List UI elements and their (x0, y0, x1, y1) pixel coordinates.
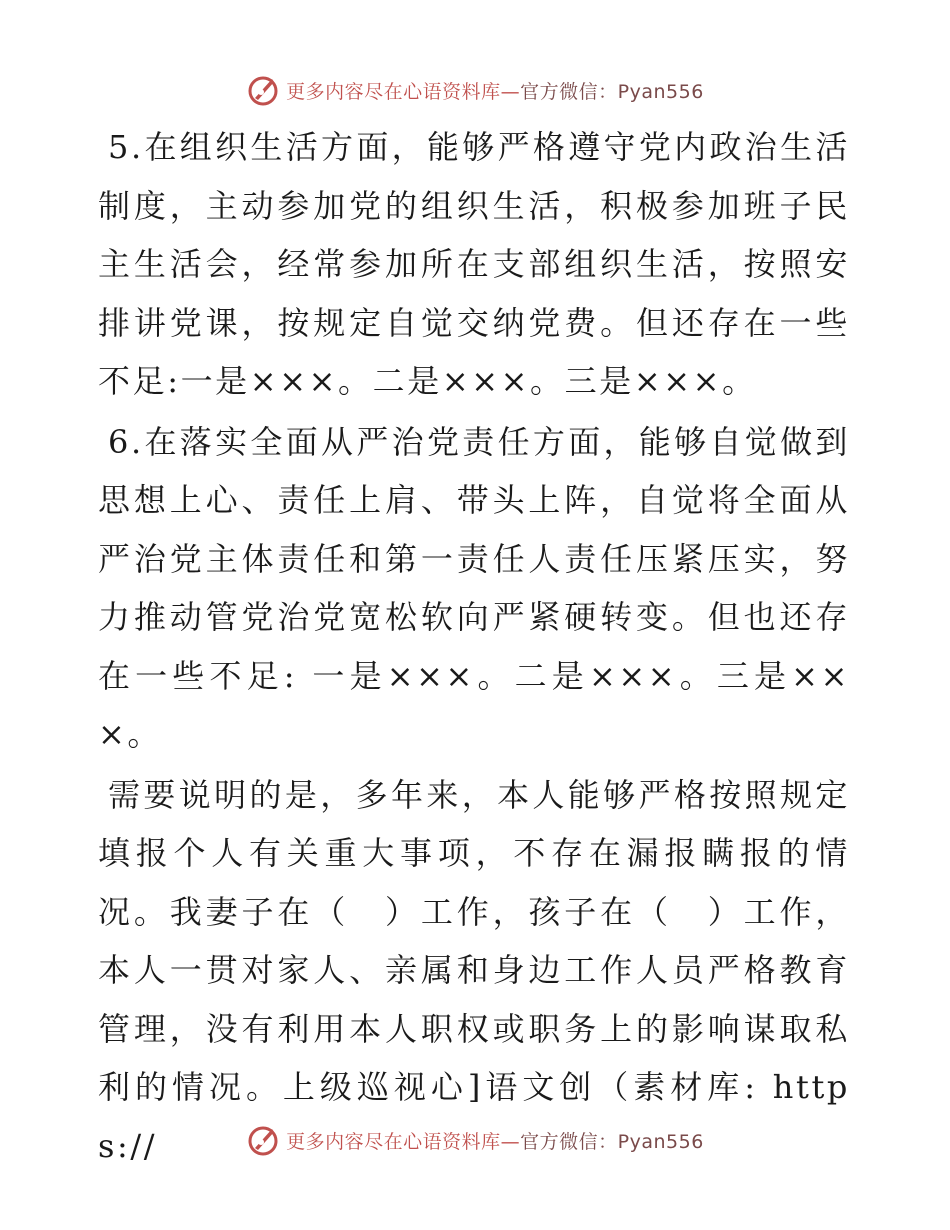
quill-logo-icon (246, 1123, 280, 1157)
document-body (98, 118, 850, 1175)
page-footer (0, 1122, 950, 1158)
paragraph-6-party-responsibility: 6.在落实全面从严治党责任方面，能够自觉做到思想上心、责任上肩、带头上阵，自觉将全面从严治党主体责任和第一责任人责任压紧压实，努力推动管党治党宽松软向严紧硬转变。但也还存在一些不足: 一是×××。二是×××。三是×××。 (98, 422, 850, 753)
header-banner-text: 更多内容尽在心语资料库—官方微信：Pyan556 (286, 80, 704, 103)
page-header (0, 72, 950, 108)
header-banner (246, 73, 704, 107)
paragraph-5-organization-life: 5.在组织生活方面，能够严格遵守党内政治生活制度，主动参加党的组织生活，积极参加班子民主生活会，经常参加所在支部组织生活，按照安排讲党课，按规定自觉交纳党费。但还存在一些不足:一是×××。二是×××。三是×××。 (98, 128, 850, 400)
quill-logo-icon (246, 73, 280, 107)
paragraph-personal-matters: 需要说明的是，多年来，本人能够严格按照规定填报个人有关重大事项，不存在漏报瞒报的情况。我妻子在（ ）工作，孩子在（ ）工作，本人一贯对家人、亲属和身边工作人员严格教育管理，没有利用本人职权或职务上的影响谋取私利的情况。上级巡视心]语文创（素材库: https:// (98, 775, 850, 1165)
footer-banner-text: 更多内容尽在心语资料库—官方微信：Pyan556 (286, 1130, 704, 1153)
footer-banner (246, 1123, 704, 1157)
